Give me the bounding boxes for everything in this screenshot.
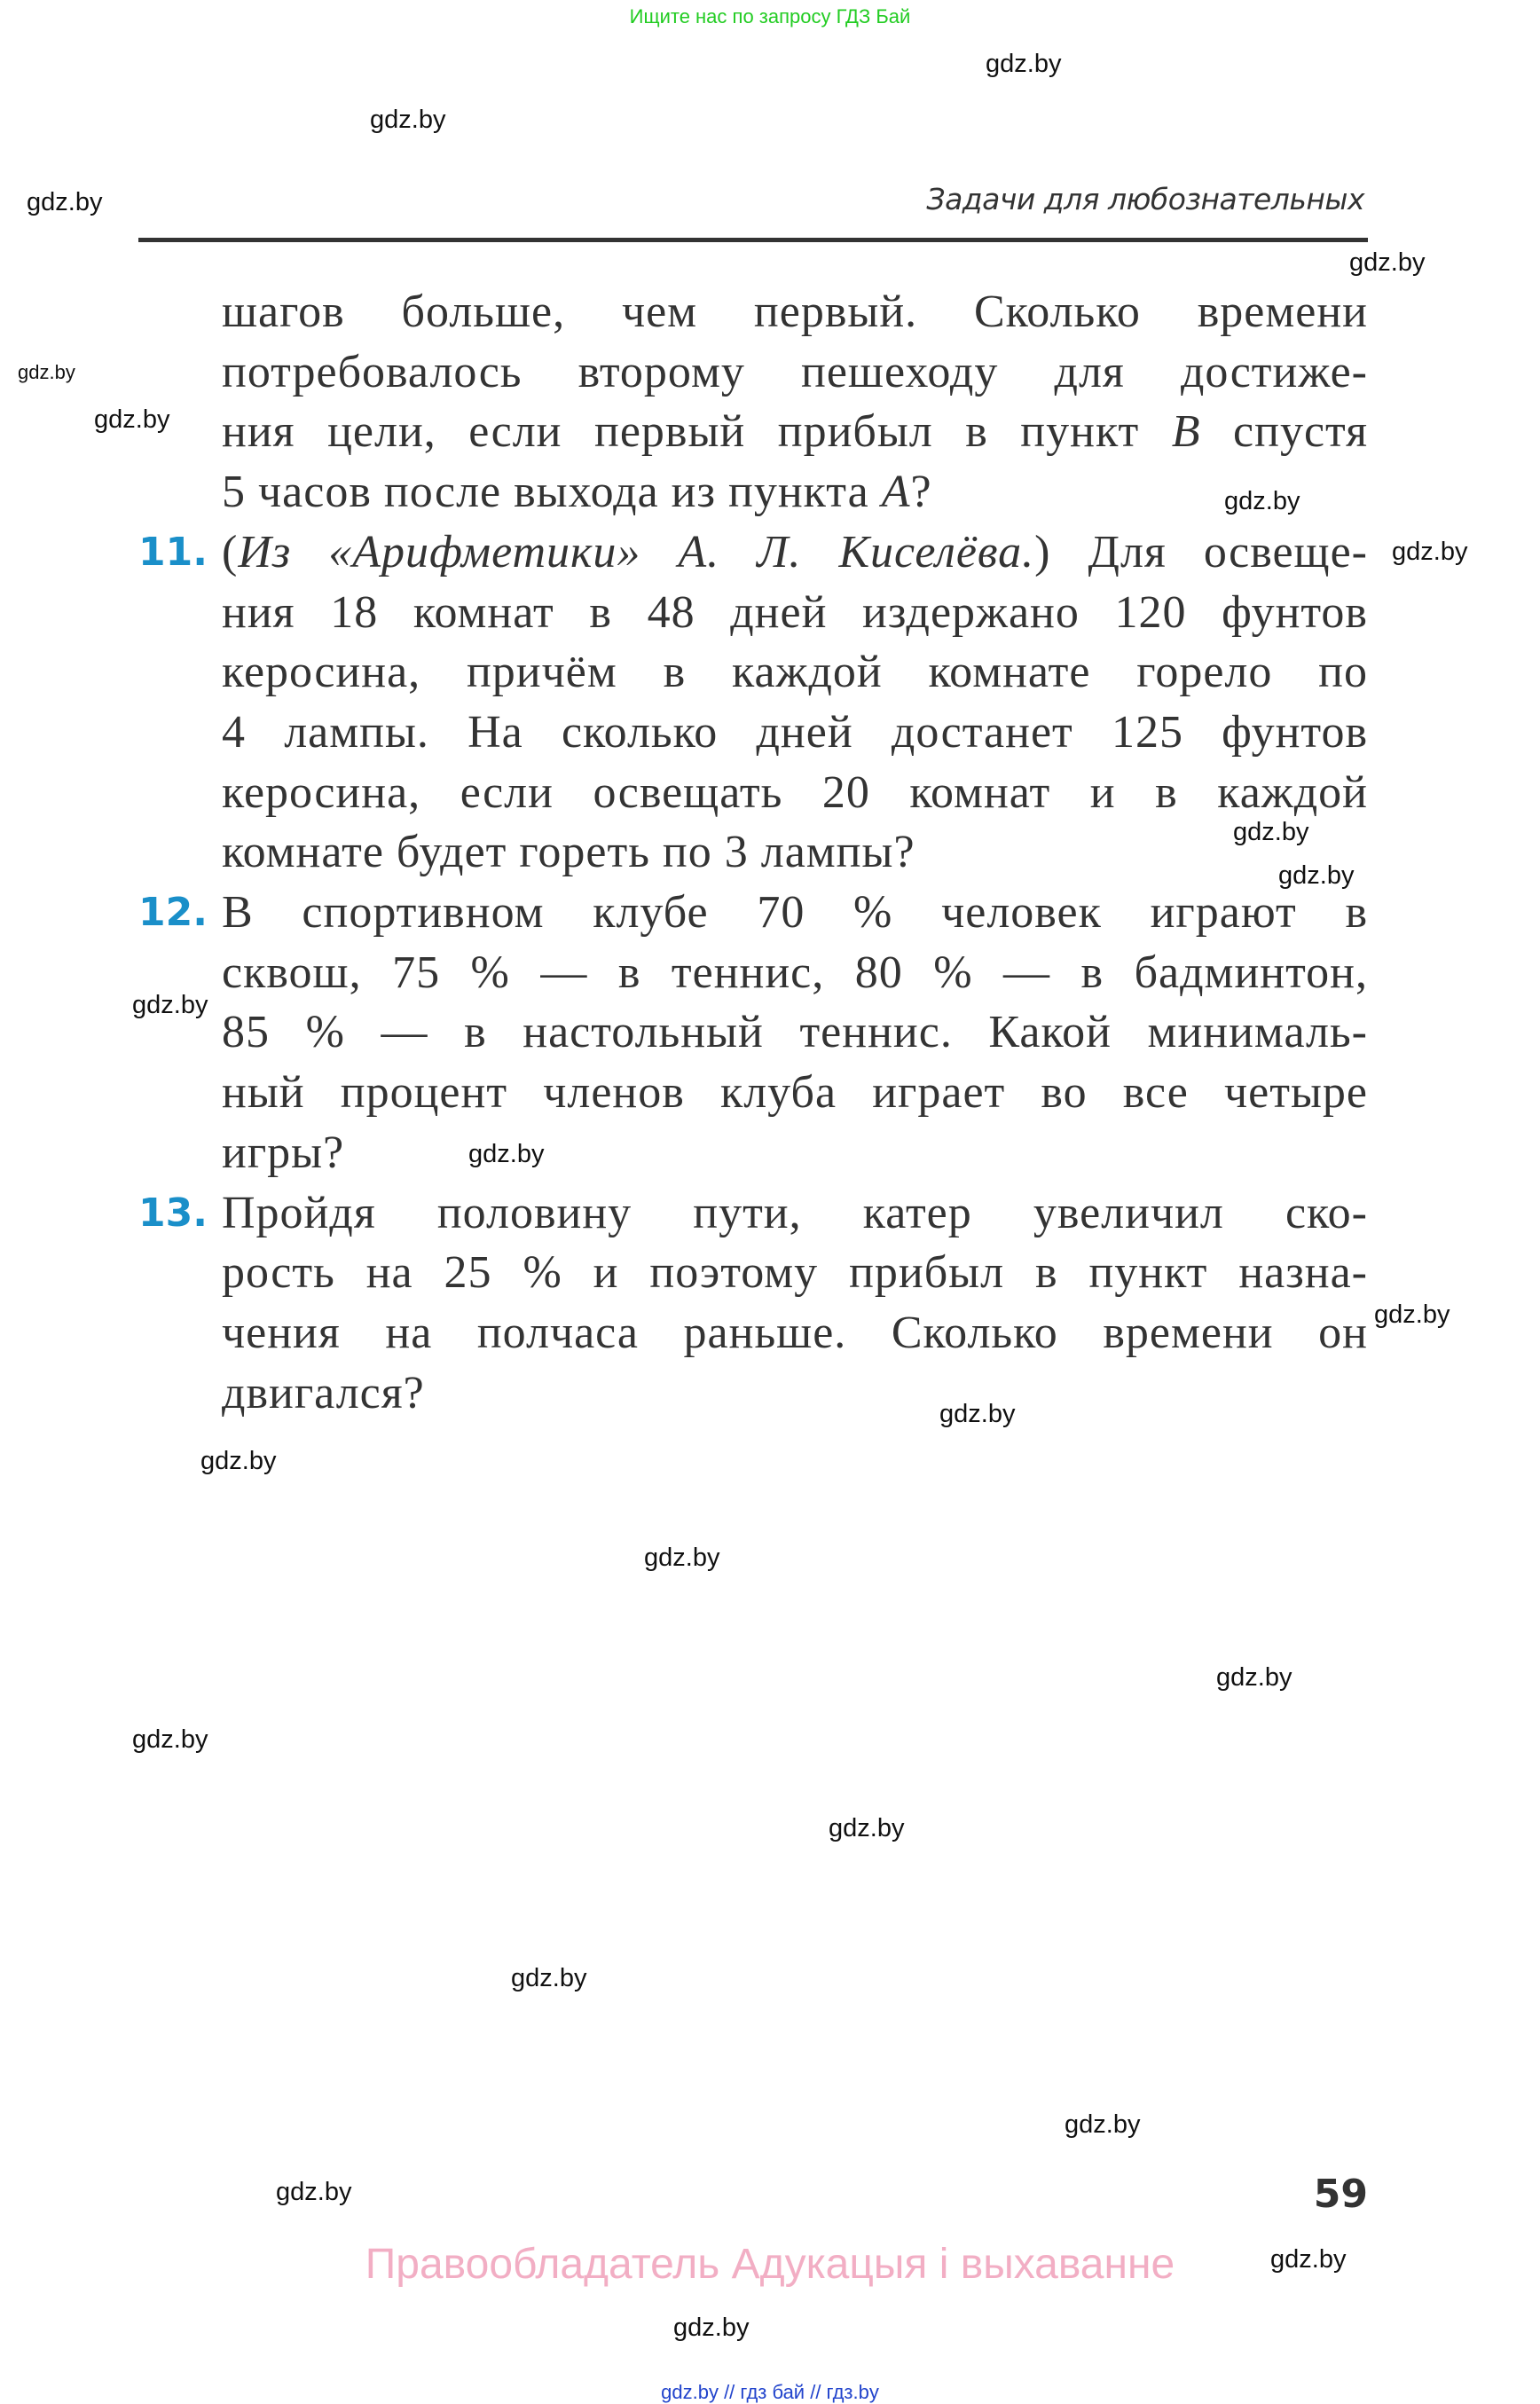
watermark: gdz.by — [829, 1814, 905, 1842]
text-line — [222, 1247, 1368, 1299]
text-line — [222, 767, 1368, 819]
text-segment: сквош, 75 % — в теннис, 80 % — в бадминтон, — [222, 947, 1368, 998]
watermark: gdz.by — [1349, 248, 1426, 277]
text-line — [222, 647, 1368, 698]
text-line — [222, 287, 1368, 338]
watermark: gdz.by — [132, 1725, 208, 1754]
text-segment: ный процент членов клуба играет во все четыре — [222, 1067, 1368, 1119]
text-line — [222, 947, 1368, 999]
text-segment: 5 часов после выхода из пункта — [222, 467, 882, 518]
italic-text: B — [1171, 406, 1201, 458]
text-segment: ) Для освеще- — [1034, 526, 1368, 577]
watermark: gdz.by — [511, 1964, 587, 1992]
watermark: gdz.by — [18, 361, 75, 383]
italic-text: A — [881, 467, 911, 518]
problem-number: 12. — [138, 890, 208, 935]
running-head: Задачи для любознательных — [926, 182, 1364, 216]
text-segment: керосина, причём в каждой комнате горело по — [222, 647, 1368, 698]
text-line — [222, 707, 1368, 758]
text-segment: потребовалось второму пешеходу для достиже- — [222, 346, 1368, 397]
watermark: gdz.by — [370, 106, 446, 134]
header-rule — [138, 238, 1368, 242]
watermark: gdz.by — [1233, 818, 1309, 846]
text-segment: ния цели, если первый прибыл в пункт — [222, 406, 1172, 458]
watermark: gdz.by — [276, 2178, 352, 2206]
text-line — [222, 1007, 1368, 1058]
problem-number: 13. — [138, 1190, 208, 1236]
watermark: gdz.by — [644, 1544, 720, 1572]
text-segment: шагов больше, чем первый. Сколько времени — [222, 287, 1368, 337]
watermark: gdz.by — [986, 50, 1062, 78]
watermark: gdz.by — [1392, 538, 1468, 566]
watermark: gdz.by — [1278, 861, 1355, 890]
text-line — [222, 1188, 1368, 1239]
watermark: gdz.by — [939, 1400, 1016, 1428]
italic-text: Из «Арифметики» А. Л. Киселёва. — [238, 526, 1035, 577]
watermark: gdz.by — [132, 991, 208, 1019]
watermark: gdz.by — [94, 405, 170, 434]
watermark: gdz.by — [468, 1140, 545, 1168]
text-segment: керосина, если освещать 20 комнат и в каждой — [222, 766, 1368, 818]
text-line — [222, 1067, 1368, 1119]
footer-links[interactable]: gdz.by // гдз бай // гдз.by — [661, 2381, 879, 2403]
text-segment: комнате будет гореть по 3 лампы? — [222, 827, 915, 878]
text-line — [222, 1308, 1368, 1359]
watermark: gdz.by — [673, 2314, 750, 2342]
watermark: gdz.by — [1374, 1300, 1450, 1329]
watermark: gdz.by — [1224, 487, 1300, 515]
text-segment: В спортивном клубе 70 % человек играют в — [222, 887, 1368, 938]
text-line — [222, 827, 1368, 878]
text-segment: спустя — [1200, 406, 1368, 458]
text-line — [222, 527, 1368, 578]
text-segment: ния 18 комнат в 48 дней издержано 120 фунтов — [222, 586, 1368, 638]
text-line — [222, 587, 1368, 639]
watermark: gdz.by — [27, 188, 103, 216]
text-line — [222, 347, 1368, 398]
watermark: gdz.by — [1065, 2110, 1141, 2139]
text-segment: Пройдя половину пути, катер увеличил ско- — [222, 1187, 1368, 1238]
watermark: gdz.by — [1270, 2245, 1347, 2274]
top-banner[interactable]: Ищите нас по запросу ГДЗ Бай — [629, 5, 911, 27]
text-line — [222, 887, 1368, 939]
text-segment: 85 % — в настольный теннис. Какой минималь- — [222, 1007, 1368, 1058]
text-segment: ( — [222, 526, 239, 577]
text-segment: 4 лампы. На сколько дней достанет 125 фунтов — [222, 706, 1368, 758]
text-line — [222, 1127, 1368, 1179]
text-line — [222, 1368, 1368, 1419]
watermark: gdz.by — [1216, 1663, 1292, 1692]
problem-number: 11. — [138, 529, 208, 575]
text-segment: игры? — [222, 1127, 345, 1178]
watermark: gdz.by — [200, 1447, 277, 1475]
page-number: 59 — [1313, 2172, 1368, 2217]
text-segment: чения на полчаса раньше. Сколько времени он — [222, 1307, 1368, 1358]
text-segment: рость на 25 % и поэтому прибыл в пункт назна- — [222, 1247, 1368, 1299]
text-segment: ? — [910, 467, 932, 518]
text-line — [222, 406, 1368, 458]
rights-notice: Правообладатель Адукацыя і выхаванне — [365, 2241, 1175, 2288]
text-segment: двигался? — [222, 1367, 425, 1418]
text-line — [222, 467, 1368, 518]
